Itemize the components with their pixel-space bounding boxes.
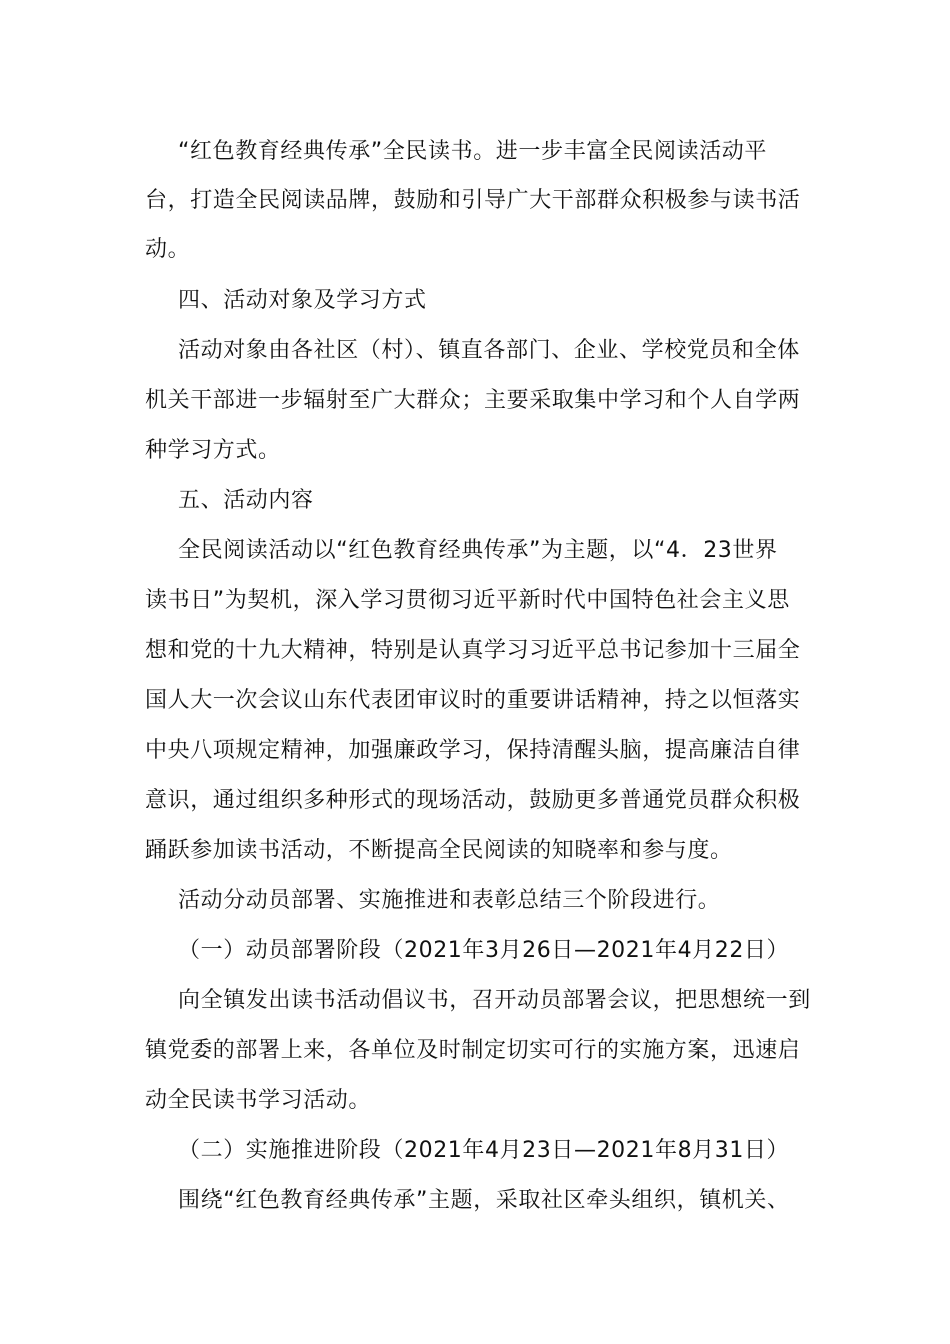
subsection-heading: （一）动员部署阶段（2021年3月26日—2021年4月22日） (178, 938, 790, 963)
text-line: 动全民读书学习活动。 (145, 1088, 372, 1113)
section-heading: 四、活动对象及学习方式 (178, 288, 427, 313)
text-line: 镇党委的部署上来，各单位及时制定切实可行的实施方案，迅速启 (145, 1038, 801, 1063)
section-heading: 五、活动内容 (178, 488, 314, 513)
text-line: 围绕“红色教育经典传承”主题，采取社区牵头组织，镇机关、 (178, 1188, 790, 1213)
text-line: 活动分动员部署、实施推进和表彰总结三个阶段进行。 (178, 888, 721, 913)
text-line: 中央八项规定精神，加强廉政学习，保持清醒头脑，提高廉洁自律 (145, 738, 801, 763)
text-line: 意识，通过组织多种形式的现场活动，鼓励更多普通党员群众积极 (145, 788, 801, 813)
text-line: “红色教育经典传承”全民读书。进一步丰富全民阅读活动平 (178, 139, 767, 164)
text-line: 台，打造全民阅读品牌，鼓励和引导广大干部群众积极参与读书活 (145, 188, 801, 213)
text-line: 想和党的十九大精神，特别是认真学习习近平总书记参加十三届全 (145, 638, 801, 663)
text-line: 活动对象由各社区（村）、镇直各部门、企业、学校党员和全体 (178, 338, 800, 363)
text-line: 踊跃参加读书活动，不断提高全民阅读的知晓率和参与度。 (145, 838, 733, 863)
text-line: 动。 (145, 237, 191, 262)
text-line: 向全镇发出读书活动倡议书，召开动员部署会议，把思想统一到 (178, 988, 811, 1013)
subsection-heading: （二）实施推进阶段（2021年4月23日—2021年8月31日） (178, 1138, 790, 1163)
text-line: 全民阅读活动以“红色教育经典传承”为主题，以“4．23世界 (178, 538, 778, 563)
text-line: 机关干部进一步辐射至广大群众；主要采取集中学习和个人自学两 (145, 388, 801, 413)
text-line: 国人大一次会议山东代表团审议时的重要讲话精神，持之以恒落实 (145, 688, 801, 713)
text-line: 种学习方式。 (145, 438, 281, 463)
text-line: 读书日”为契机，深入学习贯彻习近平新时代中国特色社会主义思 (145, 588, 790, 613)
